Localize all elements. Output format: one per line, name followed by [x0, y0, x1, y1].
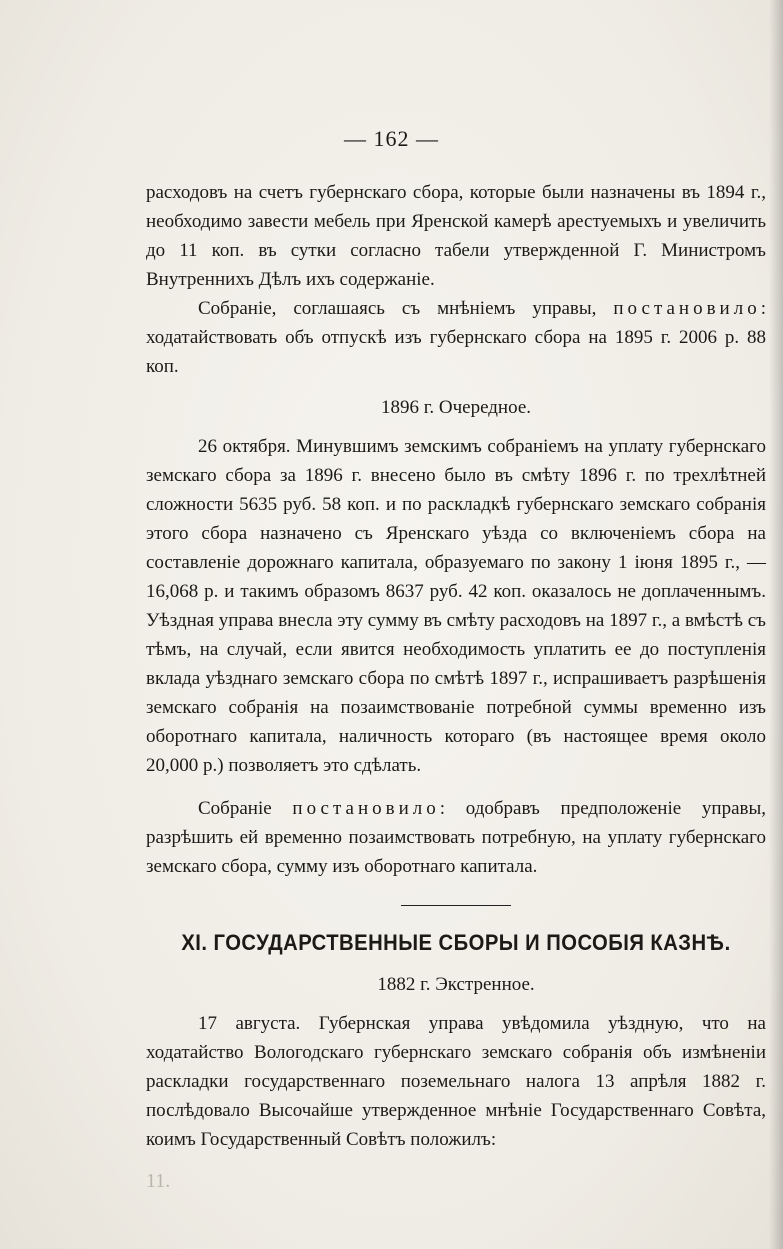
paragraph-october-26: 26 октября. Минувшимъ земскимъ собраніемъ на уплату губернскаго земскаго сбора за 1896 г. внесено было въ смѣту 1896 г. по трехлѣтней сложности 5635 руб. 58 коп. и по раскладкѣ губернскаго земскаго собранія этого сбора назначено съ Яренскаго уѣзда со включеніемъ сбора на составленіе дорожнаго капитала, образуемаго по закону 1 іюня 1895 г., — 16,068 р. и такимъ образомъ 8637 руб. 42 коп. оказалось не доплаченнымъ. Уѣздная управа внесла эту сумму въ смѣту расходовъ на 1897 г., а вмѣстѣ съ тѣмъ, на случай, если явится необходимость уплатить ее до поступленія вклада уѣзднаго земскаго сбора по смѣтѣ 1897 г., испрашиваетъ разрѣшенія земскаго собранія на позаимствованіе потребной суммы временно изъ оборотнаго капитала, наличность котораго (въ настоящее время около 20,000 р.) позволяетъ это сдѣлать. — [146, 436, 766, 776]
resolution-text: : одобравъ предположеніе управы, разрѣшить ей временно позаимствовать потребную, на уплату губернскаго земскаго сбора, сумму изъ оборотнаго капитала. — [146, 798, 767, 877]
resolution-keyword: постановило — [613, 298, 761, 319]
resolution-keyword: постановило — [292, 798, 440, 819]
section-divider — [401, 905, 511, 906]
subheading-1882: 1882 г. Экстренное. — [377, 974, 535, 995]
resolution-lead: Собраніе — [198, 798, 293, 819]
paragraph-august-17: 17 августа. Губернская управа увѣдомила уѣздную, что на ходатайство Вологодскаго губернскаго земскаго собранія объ измѣненіи раскладки государственнаго поземельнаго налога 13 апрѣля 1882 г. послѣдовало Высочайше утвержденное мнѣніе Государственнаго Совѣта, коимъ Государственный Совѣтъ положилъ: — [146, 1013, 766, 1150]
margin-mark: 11. — [146, 1170, 171, 1192]
resolution-lead: Собраніе, соглашаясь съ мнѣніемъ управы, — [198, 298, 614, 319]
page-number: — 162 — — [344, 126, 439, 151]
subheading-1896: 1896 г. Очередное. — [380, 397, 532, 418]
paragraph-continuation: расходовъ на счетъ губернскаго сбора, которые были назначены въ 1894 г., необходимо завести мебель при Яренской камерѣ арестуемыхъ и увеличить до 11 коп. въ сутки согласно табели утвержденной Г. Министромъ Внутреннихъ Дѣлъ ихъ содержаніе. — [146, 182, 766, 290]
paragraph-resolution-1896 — [146, 794, 766, 881]
page-body — [146, 178, 766, 1154]
paragraph-resolution-1895 — [146, 294, 766, 381]
resolution-text: : ходатайствовать объ отпускѣ изъ губернскаго сбора на 1895 г. 2006 р. 88 коп. — [146, 298, 766, 377]
section-title: XI. ГОСУДАРСТВЕННЫЕ СБОРЫ И ПОСОБІЯ КАЗНѢ. — [181, 930, 731, 955]
page-edge-shadow — [769, 0, 783, 1249]
